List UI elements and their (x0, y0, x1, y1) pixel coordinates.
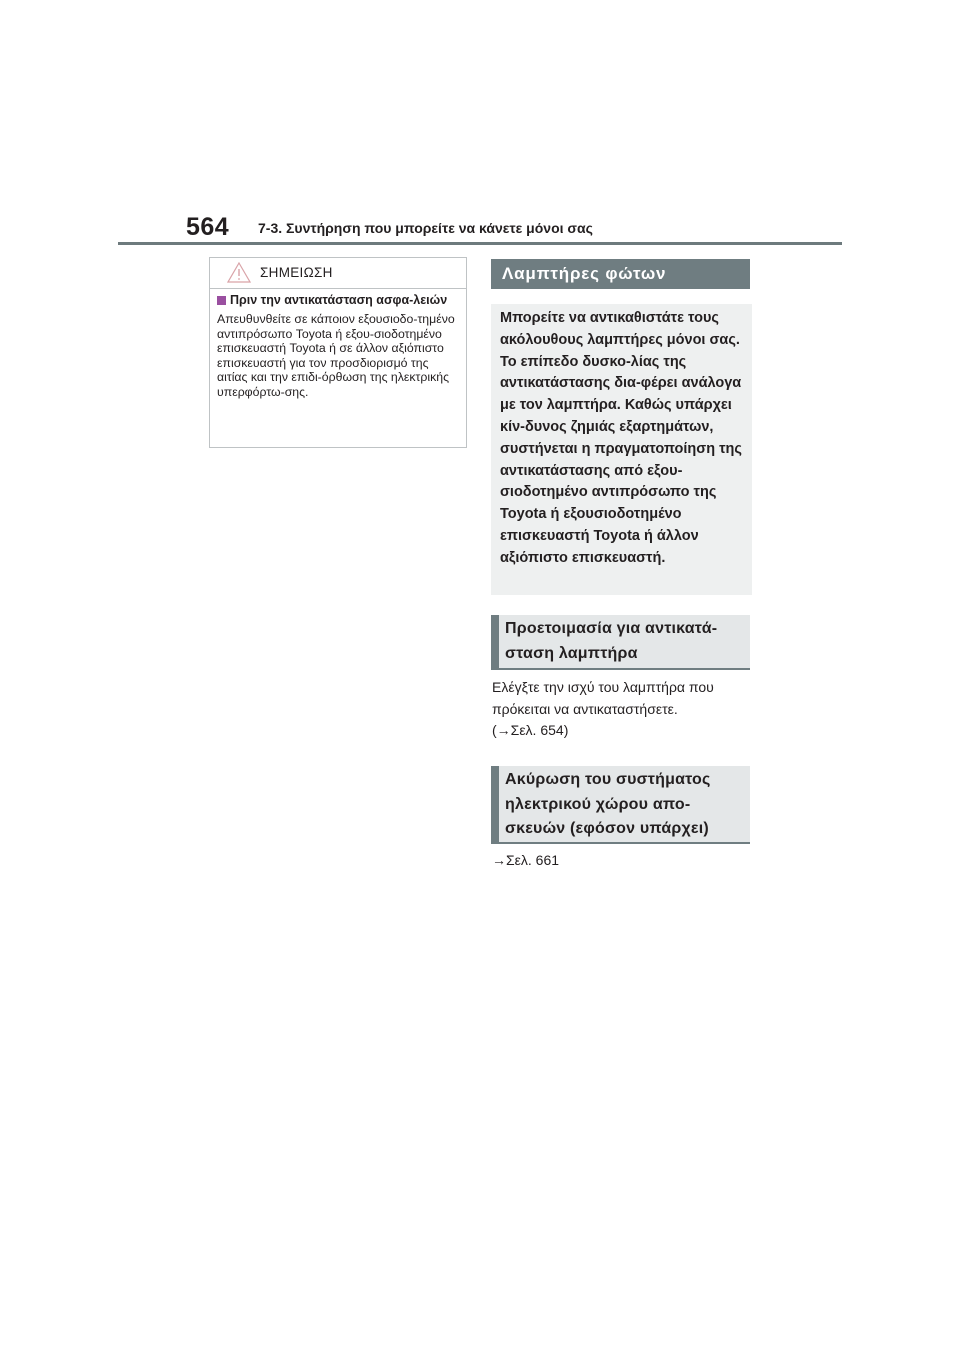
cancel-heading: Ακύρωση του συστήματος ηλεκτρικού χώρου απο-σκευών (εφόσον υπάρχει) (491, 766, 750, 844)
square-bullet-icon (217, 296, 226, 305)
notice-item-text: Απευθυνθείτε σε κάποιον εξουσιοδο-τημένο αντιπρόσωπο Toyota ή εξου-σιοδοτημένο επισκευαστή Toyota ή σε άλλον αξιόπιστο επισκευαστή για τον προσδιορισμό της αιτίας και την επιδι-όρθωση της ηλεκτρικής υπερφόρτω-σης. (217, 312, 455, 399)
prep-text (492, 677, 752, 742)
prep-text-line: Ελέγξτε την ισχύ του λαμπτήρα που (492, 679, 714, 695)
page-reference-link[interactable]: →Σελ. 661 (492, 852, 560, 868)
notice-box (209, 257, 467, 448)
bulbs-heading: Λαμπτήρες φώτων (491, 259, 750, 289)
bulbs-intro: Μπορείτε να αντικαθιστάτε τους ακόλουθους λαμπτήρες μόνοι σας. Το επίπεδο δυσκο-λίας της αντικατάστασης δια-φέρει ανάλογα με τον λαμπτήρα. Καθώς υπάρχει κίν-δυνος ζημιάς εξαρτημάτων, συστήνεται η πραγματοποίηση της αντικατάστασης από εξου-σιοδοτημένο αντιπρόσωπο της Toyota ή εξουσιοδοτημένο επισκευαστή Toyota ή άλλον αξιόπιστο επισκευαστή. (491, 304, 752, 595)
warning-triangle-icon (227, 262, 251, 283)
notice-title: ΣΗΜΕΙΩΣΗ (260, 265, 333, 280)
notice-item-heading: Πριν την αντικατάσταση ασφα-λειών (230, 293, 448, 307)
prep-text-line: πρόκειται να αντικαταστήσετε. (492, 700, 678, 717)
prep-heading: Προετοιμασία για αντικατά-σταση λαμπτήρα (491, 615, 750, 670)
notice-header (210, 258, 466, 289)
page-number: 564 (186, 213, 230, 241)
page-reference-link[interactable]: (→Σελ. 654) (492, 722, 569, 738)
chapter-title: 7-3. Συντήρηση που μπορείτε να κάνετε μόνοι σας (258, 220, 593, 236)
header-divider (118, 242, 842, 245)
notice-body (210, 289, 466, 400)
notice-item (217, 293, 458, 308)
